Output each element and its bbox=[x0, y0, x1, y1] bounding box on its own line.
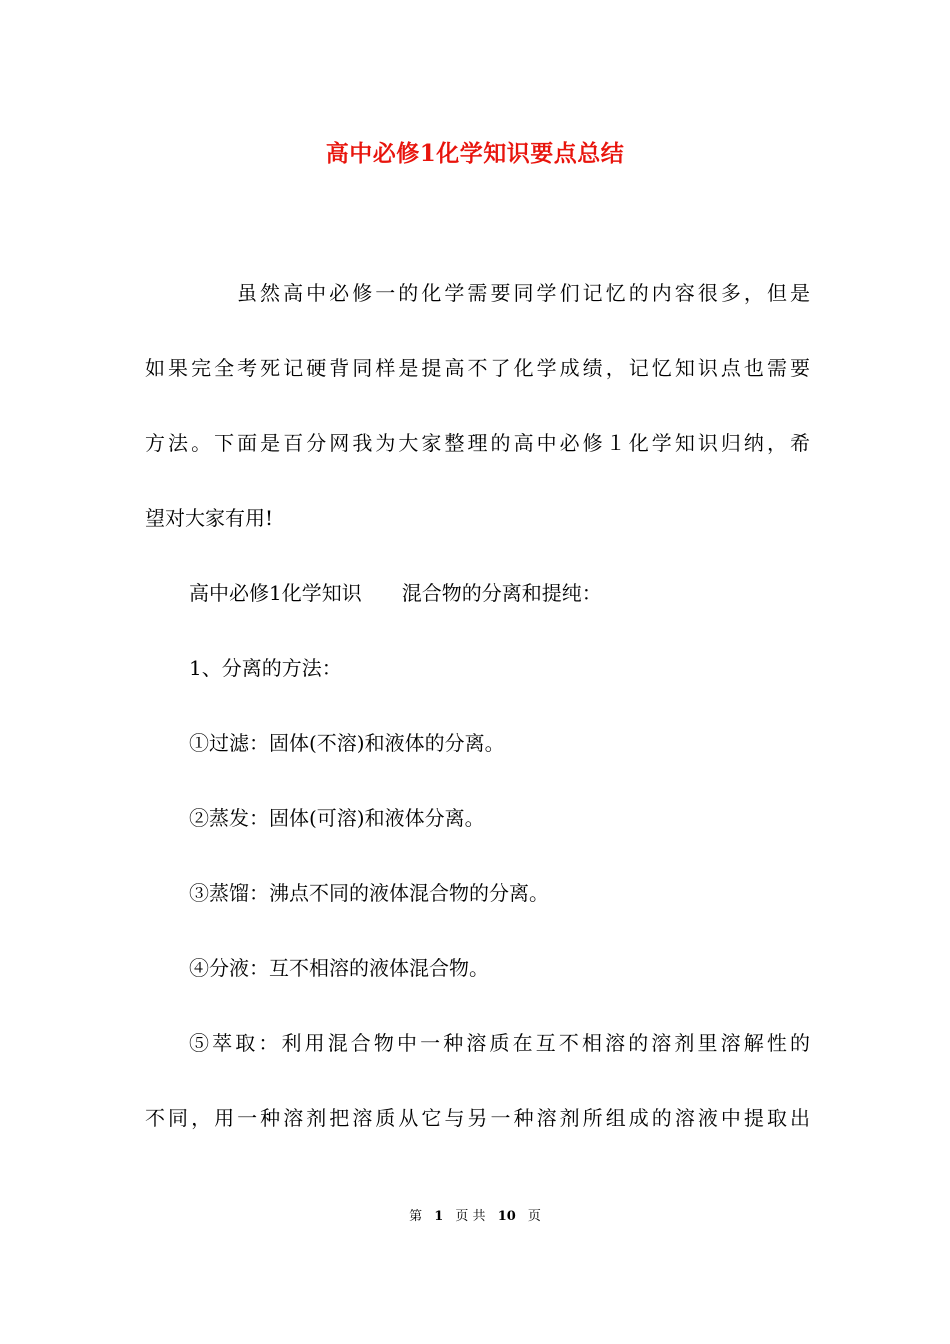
body-text bbox=[145, 256, 810, 1156]
list-item: ②蒸发：固体(可溶)和液体分离。 bbox=[189, 806, 485, 830]
page-footer bbox=[0, 1207, 950, 1227]
list-item: ①过滤：固体(不溶)和液体的分离。 bbox=[189, 731, 505, 755]
list-item: ⑤萃取：利用混合物中一种溶质在互不相溶的溶剂里溶解性的 bbox=[189, 1031, 810, 1055]
text-line: 虽然高中必修一的化学需要同学们记忆的内容很多，但是 bbox=[237, 281, 810, 305]
footer-page-number: 1 bbox=[434, 1209, 444, 1224]
footer-suffix: 页 bbox=[527, 1209, 541, 1224]
text-line: 方法。下面是百分网我为大家整理的高中必修１化学知识归纳，希 bbox=[145, 431, 810, 455]
section-heading: 高中必修1化学知识 混合物的分离和提纯： bbox=[189, 581, 602, 605]
document-title: 高中必修1化学知识要点总结 bbox=[325, 140, 625, 167]
footer-total-pages: 10 bbox=[497, 1209, 516, 1224]
subsection-heading: 1、分离的方法： bbox=[189, 656, 342, 680]
text-line: 望对大家有用! bbox=[145, 506, 274, 530]
text-line: 不同，用一种溶剂把溶质从它与另一种溶剂所组成的溶液中提取出 bbox=[145, 1106, 810, 1130]
footer-prefix: 第 bbox=[409, 1209, 423, 1224]
text-line: 如果完全考死记硬背同样是提高不了化学成绩，记忆知识点也需要 bbox=[145, 356, 810, 380]
list-item: ④分液：互不相溶的液体混合物。 bbox=[189, 956, 489, 980]
footer-middle: 页 共 bbox=[455, 1209, 486, 1224]
list-item: ③蒸馏：沸点不同的液体混合物的分离。 bbox=[189, 881, 549, 905]
